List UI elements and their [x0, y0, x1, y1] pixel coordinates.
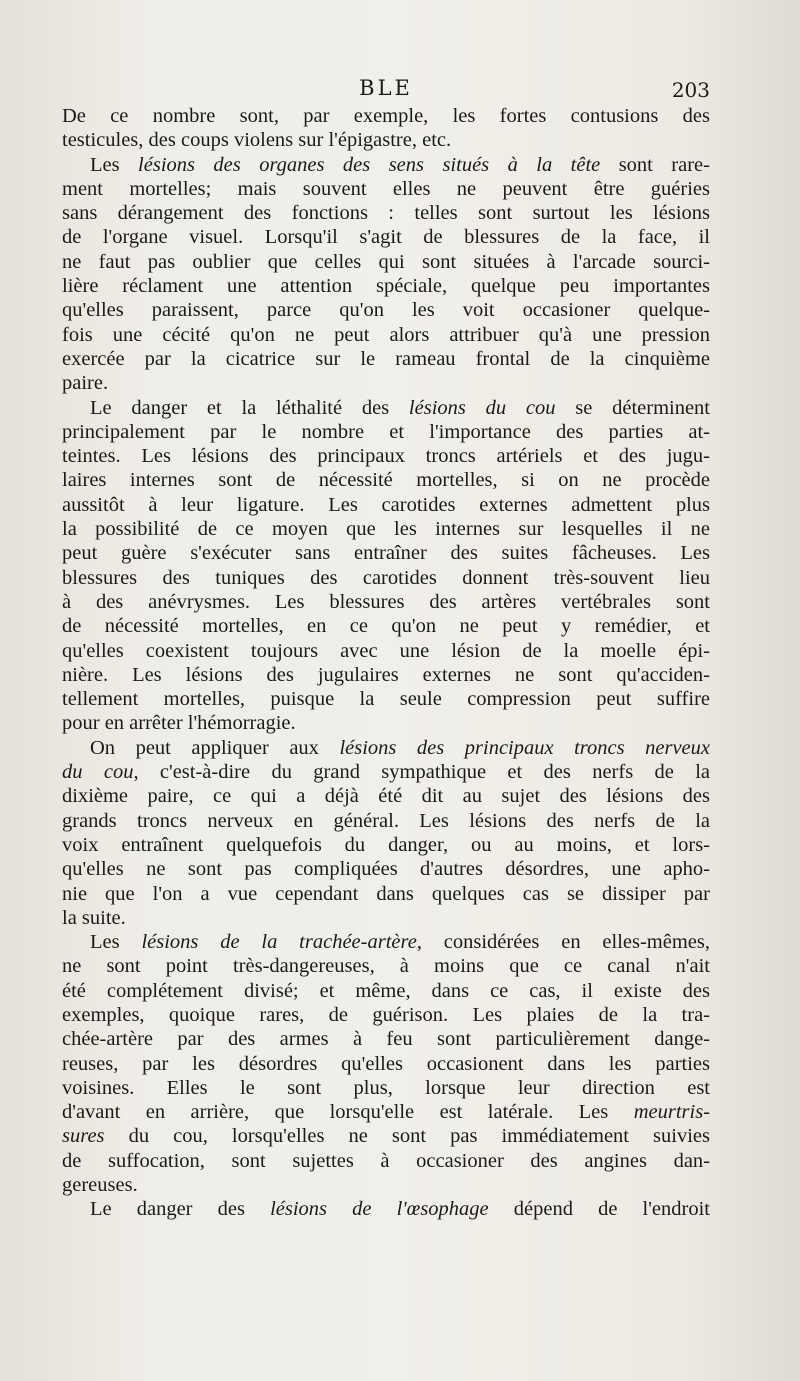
text-line [62, 1149, 710, 1173]
text-segment: De ce nombre sont, par exemple, les fortes contusions des [62, 105, 710, 127]
text-segment: Les [90, 153, 139, 176]
text-segment: On peut appliquer aux [90, 736, 340, 759]
text-line [62, 1124, 710, 1148]
text-segment: sans dérangement des fonctions : telles sont surtout les lésions [62, 202, 710, 225]
text-segment: grands troncs nerveux en général. Les lésions des nerfs de la [62, 809, 710, 832]
text-line [62, 541, 710, 565]
text-segment: exemples, quoique rares, de guérison. Les plaies de la tra- [62, 1003, 710, 1026]
text-line [62, 347, 710, 371]
text-line [62, 420, 710, 444]
page-number: 203 [671, 78, 710, 102]
paragraph [62, 396, 710, 736]
text-line [62, 857, 710, 881]
text-line [62, 882, 710, 906]
text-segment: tellement mortelles, puisque la seule compression peut suffire [62, 688, 710, 711]
running-head: BLE [359, 76, 413, 100]
text-segment: Les [90, 931, 142, 954]
text-segment: voisines. Elles le sont plus, lorsque leur direction est [62, 1076, 710, 1099]
text-line [62, 760, 710, 784]
text-line [62, 201, 710, 225]
text-line [62, 274, 710, 298]
text-line [62, 153, 710, 177]
paragraph [62, 153, 710, 396]
italic-segment: lésions de la trachée-artère [141, 931, 417, 954]
text-line [62, 493, 710, 517]
text-segment: la possibilité de ce moyen que les internes sur lesquelles il ne [62, 518, 710, 541]
text-line [62, 323, 710, 347]
text-segment: pour en arrêter l'hémorragie. [62, 712, 296, 735]
paragraph [62, 930, 710, 1197]
text-segment: chée-artère par des armes à feu sont particulièrement dange- [62, 1028, 710, 1051]
text-segment: ne sont point très-dangereuses, à moins que ce canal n'ait [62, 955, 710, 978]
text-segment: de suffocation, sont sujettes à occasioner des angines dan- [62, 1149, 710, 1172]
text-segment: laires internes sont de nécessité mortelles, si on ne procède [62, 469, 710, 492]
paragraph [62, 736, 710, 930]
paragraph [62, 1197, 710, 1221]
page-header [62, 74, 710, 104]
text-line [62, 444, 710, 468]
text-line [62, 711, 710, 735]
text-line [62, 371, 710, 395]
text-segment: aussitôt à leur ligature. Les carotides externes admettent plus [62, 493, 710, 516]
text-segment: gereuses. [62, 1174, 138, 1197]
text-segment: blessures des tuniques des carotides donnent très-souvent lieu [62, 566, 710, 589]
body-text [62, 104, 710, 1222]
text-line [62, 736, 710, 760]
text-line [62, 833, 710, 857]
text-segment: du cou, lorsqu'elles ne sont pas immédiatement suivies [104, 1125, 710, 1148]
text-line [62, 396, 710, 420]
text-segment: de nécessité mortelles, en ce qu'on ne peut y remédier, et [62, 615, 710, 638]
italic-segment: du cou [62, 761, 134, 784]
italic-segment: meurtris- [633, 1101, 710, 1124]
text-segment: teintes. Les lésions des principaux troncs artériels et des jugu- [62, 445, 710, 468]
text-line [62, 614, 710, 638]
text-line [62, 1100, 710, 1124]
text-line [62, 1003, 710, 1027]
text-line [62, 1076, 710, 1100]
text-segment: à des anévrysmes. Les blessures des artères vertébrales sont [62, 590, 710, 613]
paragraph [62, 104, 710, 153]
text-line [62, 663, 710, 687]
text-segment: nière. Les lésions des jugulaires externes ne sont qu'acciden- [62, 663, 710, 686]
text-segment: qu'elles paraissent, parce qu'on les voit occasioner quelque- [62, 299, 710, 322]
text-segment: de l'organe visuel. Lorsqu'il s'agit de blessures de la face, il [62, 226, 710, 249]
text-segment: fois une cécité qu'on ne peut alors attribuer qu'à une pression [62, 323, 710, 346]
text-segment: dépend de l'endroit [488, 1198, 710, 1221]
text-line [62, 128, 710, 152]
text-segment: ment mortelles; mais souvent elles ne peuvent être guéries [62, 177, 710, 200]
text-segment: , considérées en elles-mêmes, [416, 931, 710, 954]
text-line [62, 177, 710, 201]
text-line [62, 687, 710, 711]
text-segment: la suite. [62, 906, 126, 929]
text-line [62, 1173, 710, 1197]
text-segment: qu'elles ne sont pas compliquées d'autres désordres, une apho- [62, 858, 710, 881]
text-line [62, 590, 710, 614]
text-segment: exercée par la cicatrice sur le rameau frontal de la cinquième [62, 347, 710, 370]
text-segment: dixième paire, ce qui a déjà été dit au sujet des lésions des [62, 785, 710, 808]
italic-segment: lésions des principaux troncs nerveux [339, 736, 710, 759]
text-segment: voix entraînent quelquefois du danger, ou au moins, et lors- [62, 833, 710, 856]
text-line [62, 104, 710, 128]
text-line [62, 250, 710, 274]
text-line [62, 566, 710, 590]
text-line [62, 954, 710, 978]
italic-segment: lésions du cou [408, 396, 556, 419]
text-line [62, 225, 710, 249]
text-line [62, 930, 710, 954]
text-line [62, 979, 710, 1003]
text-line [62, 298, 710, 322]
italic-segment: lésions des organes des sens situés à la tête [138, 153, 601, 176]
text-line [62, 784, 710, 808]
text-segment: peut guère s'exécuter sans entraîner des suites fâcheuses. Les [62, 542, 710, 565]
text-segment: paire. [62, 372, 109, 395]
text-segment: Le danger et la léthalité des [90, 396, 409, 419]
text-line [62, 517, 710, 541]
text-line [62, 1027, 710, 1051]
text-segment: d'avant en arrière, que lorsqu'elle est latérale. Les [62, 1101, 634, 1124]
text-segment: sont rare- [600, 153, 710, 176]
text-segment: reuses, par les désordres qu'elles occasionent dans les parties [62, 1052, 710, 1075]
text-segment: principalement par le nombre et l'importance des parties at- [62, 420, 710, 443]
text-segment: nie que l'on a vue cependant dans quelques cas se dissiper par [62, 882, 710, 905]
text-segment: lière réclament une attention spéciale, quelque peu importantes [62, 275, 710, 298]
text-line [62, 1197, 710, 1221]
text-line [62, 809, 710, 833]
text-segment: qu'elles coexistent toujours avec une lésion de la moelle épi- [62, 639, 710, 662]
text-segment: été complétement divisé; et même, dans ce cas, il existe des [62, 979, 710, 1002]
text-line [62, 906, 710, 930]
text-line [62, 468, 710, 492]
text-segment: testicules, des coups violens sur l'épigastre, etc. [62, 129, 452, 152]
text-line [62, 639, 710, 663]
text-segment: , c'est-à-dire du grand sympathique et des nerfs de la [133, 761, 710, 784]
text-segment: ne faut pas oublier que celles qui sont situées à l'arcade sourci- [62, 250, 710, 273]
text-segment: se déterminent [555, 396, 711, 419]
text-line [62, 1052, 710, 1076]
text-segment: Le danger des [90, 1198, 271, 1221]
italic-segment: lésions de l'œsophage [270, 1198, 489, 1221]
italic-segment: sures [62, 1125, 105, 1148]
